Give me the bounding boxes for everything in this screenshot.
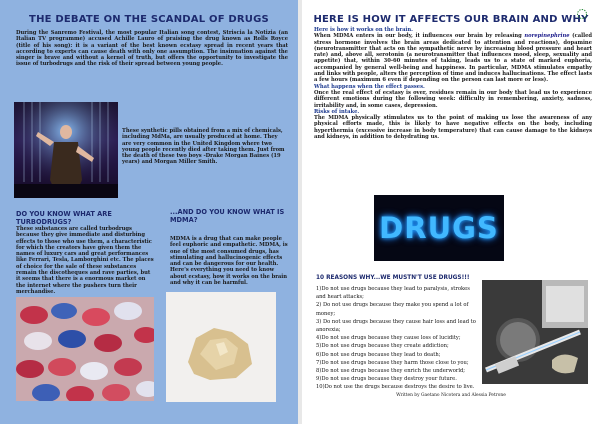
dotted-circle-icon [576, 8, 588, 20]
reason-item: 5)Do not use drugs because they create addiction; [316, 343, 449, 350]
reason-item: 7)Do not use drugs because they harm those close to you; [316, 359, 469, 366]
reason-item: 2) Do not use drugs because they make you spend a lot of money; [316, 302, 469, 317]
brain-paragraph-start: When MDMA enters in our body, it influences our brain by releasing [314, 33, 525, 40]
norepinephrine-term: norepinephrine [524, 33, 570, 40]
left-page [0, 0, 298, 424]
aftereffect-subheading: What happens when the effect passes. [314, 83, 425, 90]
right-page [302, 0, 600, 424]
reason-item: 1)Do not use drugs because they lead to paralysis, strokes and heart attacks; [316, 286, 470, 301]
reason-item: 10)Do not use the drugs because destroys the desire to live. [316, 384, 475, 391]
paraphernalia-graphic [482, 280, 588, 384]
brain-paragraph-rest: (called stress hormone involves the brain areas dedicated to attention and reactions), dopamine (neurotransmitter that acts on the sympathetic nerve by increasing blood pressure and heart rate) and, above all, serotonin (a neurotransmitter that influences mood, sleep, sexuality and appetite) that, within 30-60 minutes of taking, leads us to a state of marked euphoria, accompanied by general well-being and happiness. In particular, MDMA stimulates empathy and links with people, alters the perception of time and induces hallucinations. The effect lasts a few hours (maximum 6 even if depending on the person can last more or less). [314, 33, 592, 84]
mdma-heading: ...AND DO YOU KNOW WHAT IS MDMA? [170, 208, 285, 224]
drugs-neon-sign [374, 195, 504, 261]
left-title: THE DEBATE ON THE SCANDAL OF DRUGS [29, 14, 269, 25]
reason-item: 4)Do not use drugs because they cause loss of lucidity; [316, 335, 461, 342]
aftereffect-paragraph: Once the real effect of ecstasy is over, residues remain in our body that lead us to experience different emotions during the following week: difficulty in remembering, anxiety, sadness, irritability and, in some cases, depression. [314, 89, 592, 109]
concert-photo [14, 102, 118, 198]
turbodrugs-paragraph: These substances are called turbodrugs because they give immediate and disturbing effects to those who use them, a characteristic for which the creators have given them the names of luxury cars and great performances like Ferrari, Tesla, Lamborghini etc. The places of choice for the sale of these substances remain the discotheques and rave parties, but it seems that there is a enormous market on the internet where the pushers turn their merchandise. [16, 226, 154, 295]
reason-item: 8)Do not use drugs because they enrich the underworld; [316, 368, 466, 375]
turbodrugs-heading: DO YOU KNOW WHAT ARE TURBODRUGS? [16, 210, 112, 226]
brain-subheading: Here is how it works on the brain. [314, 27, 413, 33]
reason-item: 3) Do not use drugs because they cause hair loss and lead to anorexia; [316, 318, 476, 334]
pills-photo-graphic [16, 297, 154, 401]
concert-photo-graphic [14, 102, 118, 198]
drugs-sign-text: DRUGS [379, 211, 499, 245]
credits-line: Written by Gaetano Nicotera and Alessia Petrone [396, 393, 506, 398]
right-title: HERE IS HOW IT AFFECTS OUR BRAIN AND WHY [313, 14, 589, 25]
reasons-heading: 10 REASONS WHY...WE MUSTN'T USE DRUGS!!! [316, 275, 470, 281]
reasons-list [316, 285, 476, 392]
brain-effects-text [314, 27, 592, 140]
pills-paragraph: These synthetic pills obtained from a mix of chemicals, including MdMa, are usually produced at home. They are very common in the United Kingdom where two young people recently died after taking them. Just from the death of these two boys -Drake Morgan Baines (19 years) and Morgan Miller Smith. [122, 128, 285, 166]
paraphernalia-photo [482, 280, 588, 384]
pills-photo [16, 297, 154, 401]
risks-paragraph: The MDMA physically stimulates us to the point of making us lose the awareness of any physical efforts made, this is likely to have negative effects on the body, including hyperthermia (excessive increase in body temperature) that can cause damage to the kidneys and kidneys, in addition to dehydrating us. [314, 115, 592, 141]
mdma-paragraph: MDMA is a drug that can make people feel euphoric and empathetic. MDMA, is one of the most consumed drugs, has stimulating and hallucinogenic effects and can be dangerous for our health. Here's everything you need to know about ecstasy, how it works on the brain and why it can be harmful. [170, 236, 288, 287]
risks-subheading: Risks of intake. [314, 108, 360, 115]
reason-item: 6)Do not use drugs because they lead to death; [316, 351, 441, 358]
mdma-powder-graphic [166, 292, 276, 402]
intro-paragraph: During the Sanremo Festival, the most popular Italian song contest, Striscia la Notizia (an Italian TV programme) accused Achille Lauro of praising the drug known as Rolls Royce (title of his song): it is a variant of the best known ecstasy spread in recent years that according to experts can cause death with only one assumption. The insinuation against the singer is brave and without a kernel of truth, but offers the opportunity to investigate the issue of turbodrugs and the risk of their spread between young people. [16, 30, 288, 68]
reason-item: 9)Do not use drugs because they destroy your future. [316, 376, 457, 383]
mdma-powder-photo [166, 292, 276, 402]
